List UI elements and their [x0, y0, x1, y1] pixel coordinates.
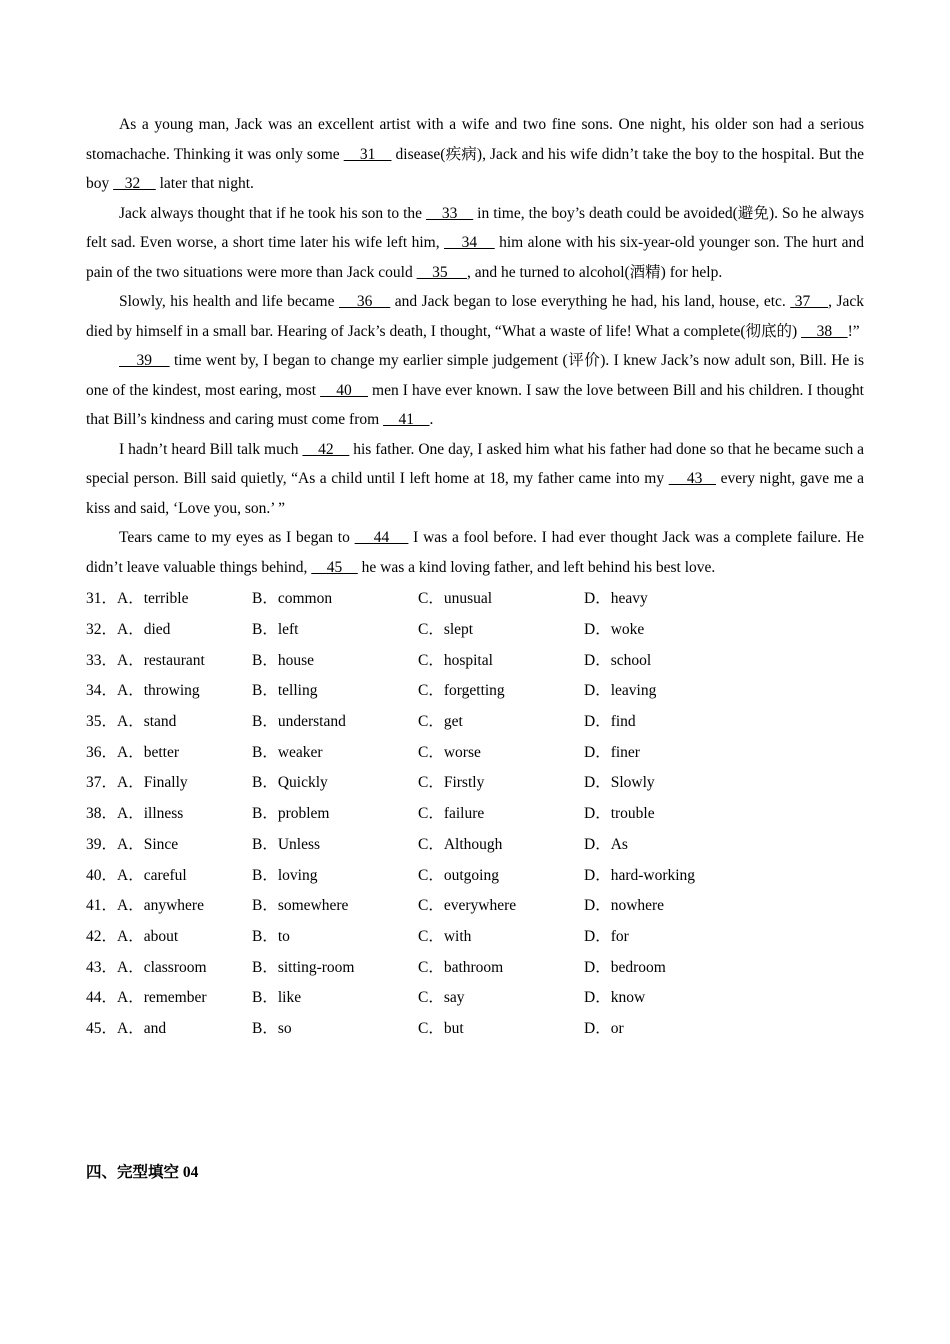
option-text: D．As	[584, 835, 628, 853]
passage-text: .	[429, 411, 434, 428]
option-text: D．Slowly	[584, 774, 655, 792]
question-number: 32．	[86, 621, 118, 639]
passage-text: , Jack died by himself in a small bar. Hearing of Jack’s death, I thought, “What a waste of life! What a complete(彻底的)	[86, 293, 865, 340]
passage-text: I hadn’t heard Bill talk much	[119, 440, 303, 458]
answer-blank: 36	[338, 293, 391, 310]
option-text: B．loving	[252, 866, 318, 884]
option-b	[252, 924, 418, 946]
option-text: D．know	[584, 989, 646, 1007]
question-row	[86, 858, 864, 889]
option-text: D．trouble	[584, 805, 655, 823]
passage-text: every night, gave me a kiss and said, ‘Love you, son.’ ”	[86, 470, 865, 517]
option-text: C．but	[418, 1019, 464, 1037]
option-a	[86, 740, 252, 762]
option-text: C．outgoing	[418, 866, 499, 884]
option-text: B．to	[252, 927, 290, 945]
passage-text: men I have ever known. I saw the love between Bill and his children. I thought that Bill’s kindness and caring must come from	[86, 381, 864, 428]
option-text: A．careful	[117, 866, 187, 884]
answer-blank: 34	[444, 234, 495, 251]
option-b	[252, 863, 418, 885]
option-text: A．died	[117, 621, 171, 639]
question-row	[86, 950, 864, 981]
option-text: C．worse	[418, 743, 481, 761]
answer-options	[86, 582, 864, 1042]
option-a	[86, 893, 252, 915]
option-c	[418, 801, 584, 823]
option-text: B．sitting-room	[252, 958, 355, 976]
option-text: C．Firstly	[418, 774, 485, 792]
option-b	[252, 617, 418, 639]
option-d	[584, 863, 750, 885]
option-text: A．better	[117, 743, 179, 761]
passage-text: in time, the boy’s death could be avoided(避免). So he always felt sad. Even worse, a short time later his wife left him,	[86, 204, 864, 251]
option-c	[418, 985, 584, 1007]
passage-text: he was a kind loving father, and left behind his best love.	[357, 558, 716, 576]
option-text: A．terrible	[117, 590, 189, 608]
option-text: B．understand	[252, 713, 346, 731]
option-b	[252, 985, 418, 1007]
option-c	[418, 832, 584, 854]
option-b	[252, 801, 418, 823]
option-text: A．throwing	[117, 682, 200, 700]
option-text: C．say	[418, 989, 465, 1007]
answer-blank: ​	[790, 293, 795, 310]
option-text: D．heavy	[584, 590, 648, 608]
option-c	[418, 617, 584, 639]
question-number: 37．	[86, 774, 118, 792]
option-b	[252, 648, 418, 670]
question-row	[86, 643, 864, 674]
passage-text: Slowly, his health and life became	[119, 293, 339, 310]
option-c	[418, 709, 584, 731]
document-page	[86, 110, 864, 1042]
option-text: D．finer	[584, 743, 640, 761]
question-number: 44．	[86, 989, 118, 1007]
answer-blank: 33	[426, 204, 474, 222]
passage-text: time went by, I began to change my earlier simple judgement (评价). I knew Jack’s now adult son, Bill. He is one of the kindest, most earing, most	[86, 352, 864, 399]
option-text: B．problem	[252, 805, 330, 823]
option-b	[252, 893, 418, 915]
option-d	[584, 893, 750, 915]
question-row	[86, 981, 864, 1012]
option-c	[418, 678, 584, 700]
question-number: 39．	[86, 835, 118, 853]
option-b	[252, 678, 418, 700]
answer-blank: 39	[119, 352, 170, 369]
option-text: D．hard-working	[584, 866, 696, 884]
question-number: 41．	[86, 897, 118, 915]
option-text: A．classroom	[117, 958, 207, 976]
option-text: A．Finally	[117, 774, 188, 792]
passage-paragraph	[86, 287, 864, 346]
option-d	[584, 955, 750, 977]
option-text: C．hospital	[418, 651, 493, 669]
answer-blank: 43	[668, 470, 717, 487]
option-a	[86, 586, 252, 608]
answer-blank: 37	[794, 293, 829, 310]
option-a	[86, 648, 252, 670]
passage-text: , and he turned to alcohol(酒精) for help.	[466, 263, 723, 281]
option-a	[86, 770, 252, 792]
option-c	[418, 893, 584, 915]
option-d	[584, 678, 750, 700]
option-text: D．find	[584, 713, 636, 731]
option-a	[86, 709, 252, 731]
passage-text: !”	[847, 322, 860, 340]
question-row	[86, 766, 864, 797]
option-d	[584, 801, 750, 823]
option-text: B．Quickly	[252, 774, 328, 792]
passage-text: As a young man, Jack was an excellent artist with a wife and two fine sons. One night, his older son had a serious stomachache. Thinking it was only some	[86, 116, 864, 163]
option-text: C．get	[418, 713, 463, 731]
question-number: 35．	[86, 713, 118, 731]
option-text: A．illness	[117, 805, 184, 823]
option-b	[252, 832, 418, 854]
question-row	[86, 613, 864, 644]
option-c	[418, 586, 584, 608]
option-text: D．leaving	[584, 682, 657, 700]
option-c	[418, 924, 584, 946]
question-row	[86, 828, 864, 859]
option-text: A．anywhere	[117, 897, 204, 915]
passage-text: I was a fool before. I had ever thought Jack was a complete failure. He didn’t leave valuable things behind,	[86, 529, 865, 576]
option-text: D．or	[584, 1019, 624, 1037]
answer-blank: 42	[302, 440, 350, 458]
question-row	[86, 889, 864, 920]
question-number: 33．	[86, 651, 118, 669]
option-text: B．weaker	[252, 743, 323, 761]
question-row	[86, 582, 864, 613]
option-d	[584, 770, 750, 792]
option-text: D．school	[584, 651, 652, 669]
question-number: 34．	[86, 682, 118, 700]
option-text: D．bedroom	[584, 958, 666, 976]
option-a	[86, 617, 252, 639]
option-b	[252, 955, 418, 977]
passage-text: disease(疾病), Jack and his wife didn’t take the boy to the hospital. But the boy	[86, 145, 865, 192]
option-text: C．everywhere	[418, 897, 517, 915]
option-a	[86, 955, 252, 977]
question-number: 38．	[86, 805, 118, 823]
option-c	[418, 740, 584, 762]
answer-blank: 38	[801, 322, 848, 340]
passage-paragraph	[86, 110, 864, 199]
cloze-passage	[86, 110, 864, 582]
option-text: C．Although	[418, 835, 503, 853]
question-row	[86, 1012, 864, 1043]
question-number: 42．	[86, 927, 118, 945]
answer-blank: 41	[383, 411, 430, 428]
passage-text: Jack always thought that if he took his son to the	[119, 204, 427, 222]
option-a	[86, 924, 252, 946]
option-c	[418, 955, 584, 977]
option-text: A．remember	[117, 989, 207, 1007]
question-row	[86, 705, 864, 736]
option-c	[418, 770, 584, 792]
option-text: C．forgetting	[418, 682, 505, 700]
passage-text: and Jack began to lose everything he had, his land, house, etc.	[390, 293, 791, 310]
option-a	[86, 801, 252, 823]
option-text: A．and	[117, 1019, 167, 1037]
option-a	[86, 985, 252, 1007]
option-text: C．with	[418, 927, 472, 945]
passage-paragraph	[86, 199, 864, 288]
answer-blank: 31	[343, 145, 392, 163]
passage-text: him alone with his six-year-old younger son. The hurt and pain of the two situations were more than Jack could	[86, 234, 865, 281]
option-d	[584, 586, 750, 608]
question-number: 36．	[86, 743, 118, 761]
option-text: B．telling	[252, 682, 318, 700]
question-row	[86, 797, 864, 828]
question-number: 31．	[86, 590, 118, 608]
option-b	[252, 740, 418, 762]
option-a	[86, 863, 252, 885]
option-d	[584, 648, 750, 670]
question-number: 45．	[86, 1019, 118, 1037]
question-number: 43．	[86, 958, 118, 976]
option-text: C．failure	[418, 805, 485, 823]
option-d	[584, 740, 750, 762]
question-row	[86, 674, 864, 705]
answer-blank: 35	[416, 263, 467, 281]
option-text: B．like	[252, 989, 302, 1007]
passage-text: his father. One day, I asked him what his father had done so that he became such a special person. Bill said quietly, “As a child until I left home at 18, my father came into my	[86, 440, 864, 487]
option-text: C．unusual	[418, 590, 493, 608]
option-b	[252, 770, 418, 792]
option-d	[584, 709, 750, 731]
option-text: B．house	[252, 651, 315, 669]
option-text: A．Since	[117, 835, 179, 853]
option-text: A．restaurant	[117, 651, 205, 669]
answer-blank: 44	[354, 529, 409, 546]
option-a	[86, 1016, 252, 1038]
option-b	[252, 709, 418, 731]
option-text: B．Unless	[252, 835, 321, 853]
option-text: B．common	[252, 590, 333, 608]
answer-blank: 32	[113, 175, 156, 192]
answer-blank: 40	[320, 381, 368, 399]
option-text: A．about	[117, 927, 179, 945]
option-text: A．stand	[117, 713, 177, 731]
passage-paragraph	[86, 523, 864, 582]
option-b	[252, 586, 418, 608]
option-text: B．so	[252, 1019, 292, 1037]
question-row	[86, 735, 864, 766]
option-a	[86, 832, 252, 854]
section-heading: 四、完型填空 04	[86, 1164, 199, 1181]
question-row	[86, 920, 864, 951]
option-text: C．slept	[418, 621, 474, 639]
option-c	[418, 1016, 584, 1038]
passage-text: Tears came to my eyes as I began to	[119, 529, 355, 546]
passage-paragraph	[86, 435, 864, 524]
option-c	[418, 648, 584, 670]
option-text: D．woke	[584, 621, 645, 639]
question-number: 40．	[86, 866, 118, 884]
option-a	[86, 678, 252, 700]
option-text: D．nowhere	[584, 897, 665, 915]
option-b	[252, 1016, 418, 1038]
option-d	[584, 985, 750, 1007]
option-d	[584, 617, 750, 639]
answer-blank: 45	[311, 558, 358, 576]
option-d	[584, 832, 750, 854]
option-text: C．bathroom	[418, 958, 504, 976]
option-d	[584, 1016, 750, 1038]
passage-paragraph	[86, 346, 864, 435]
passage-text: later that night.	[155, 175, 254, 192]
option-text: D．for	[584, 927, 629, 945]
option-c	[418, 863, 584, 885]
option-d	[584, 924, 750, 946]
option-text: B．left	[252, 621, 299, 639]
option-text: B．somewhere	[252, 897, 349, 915]
